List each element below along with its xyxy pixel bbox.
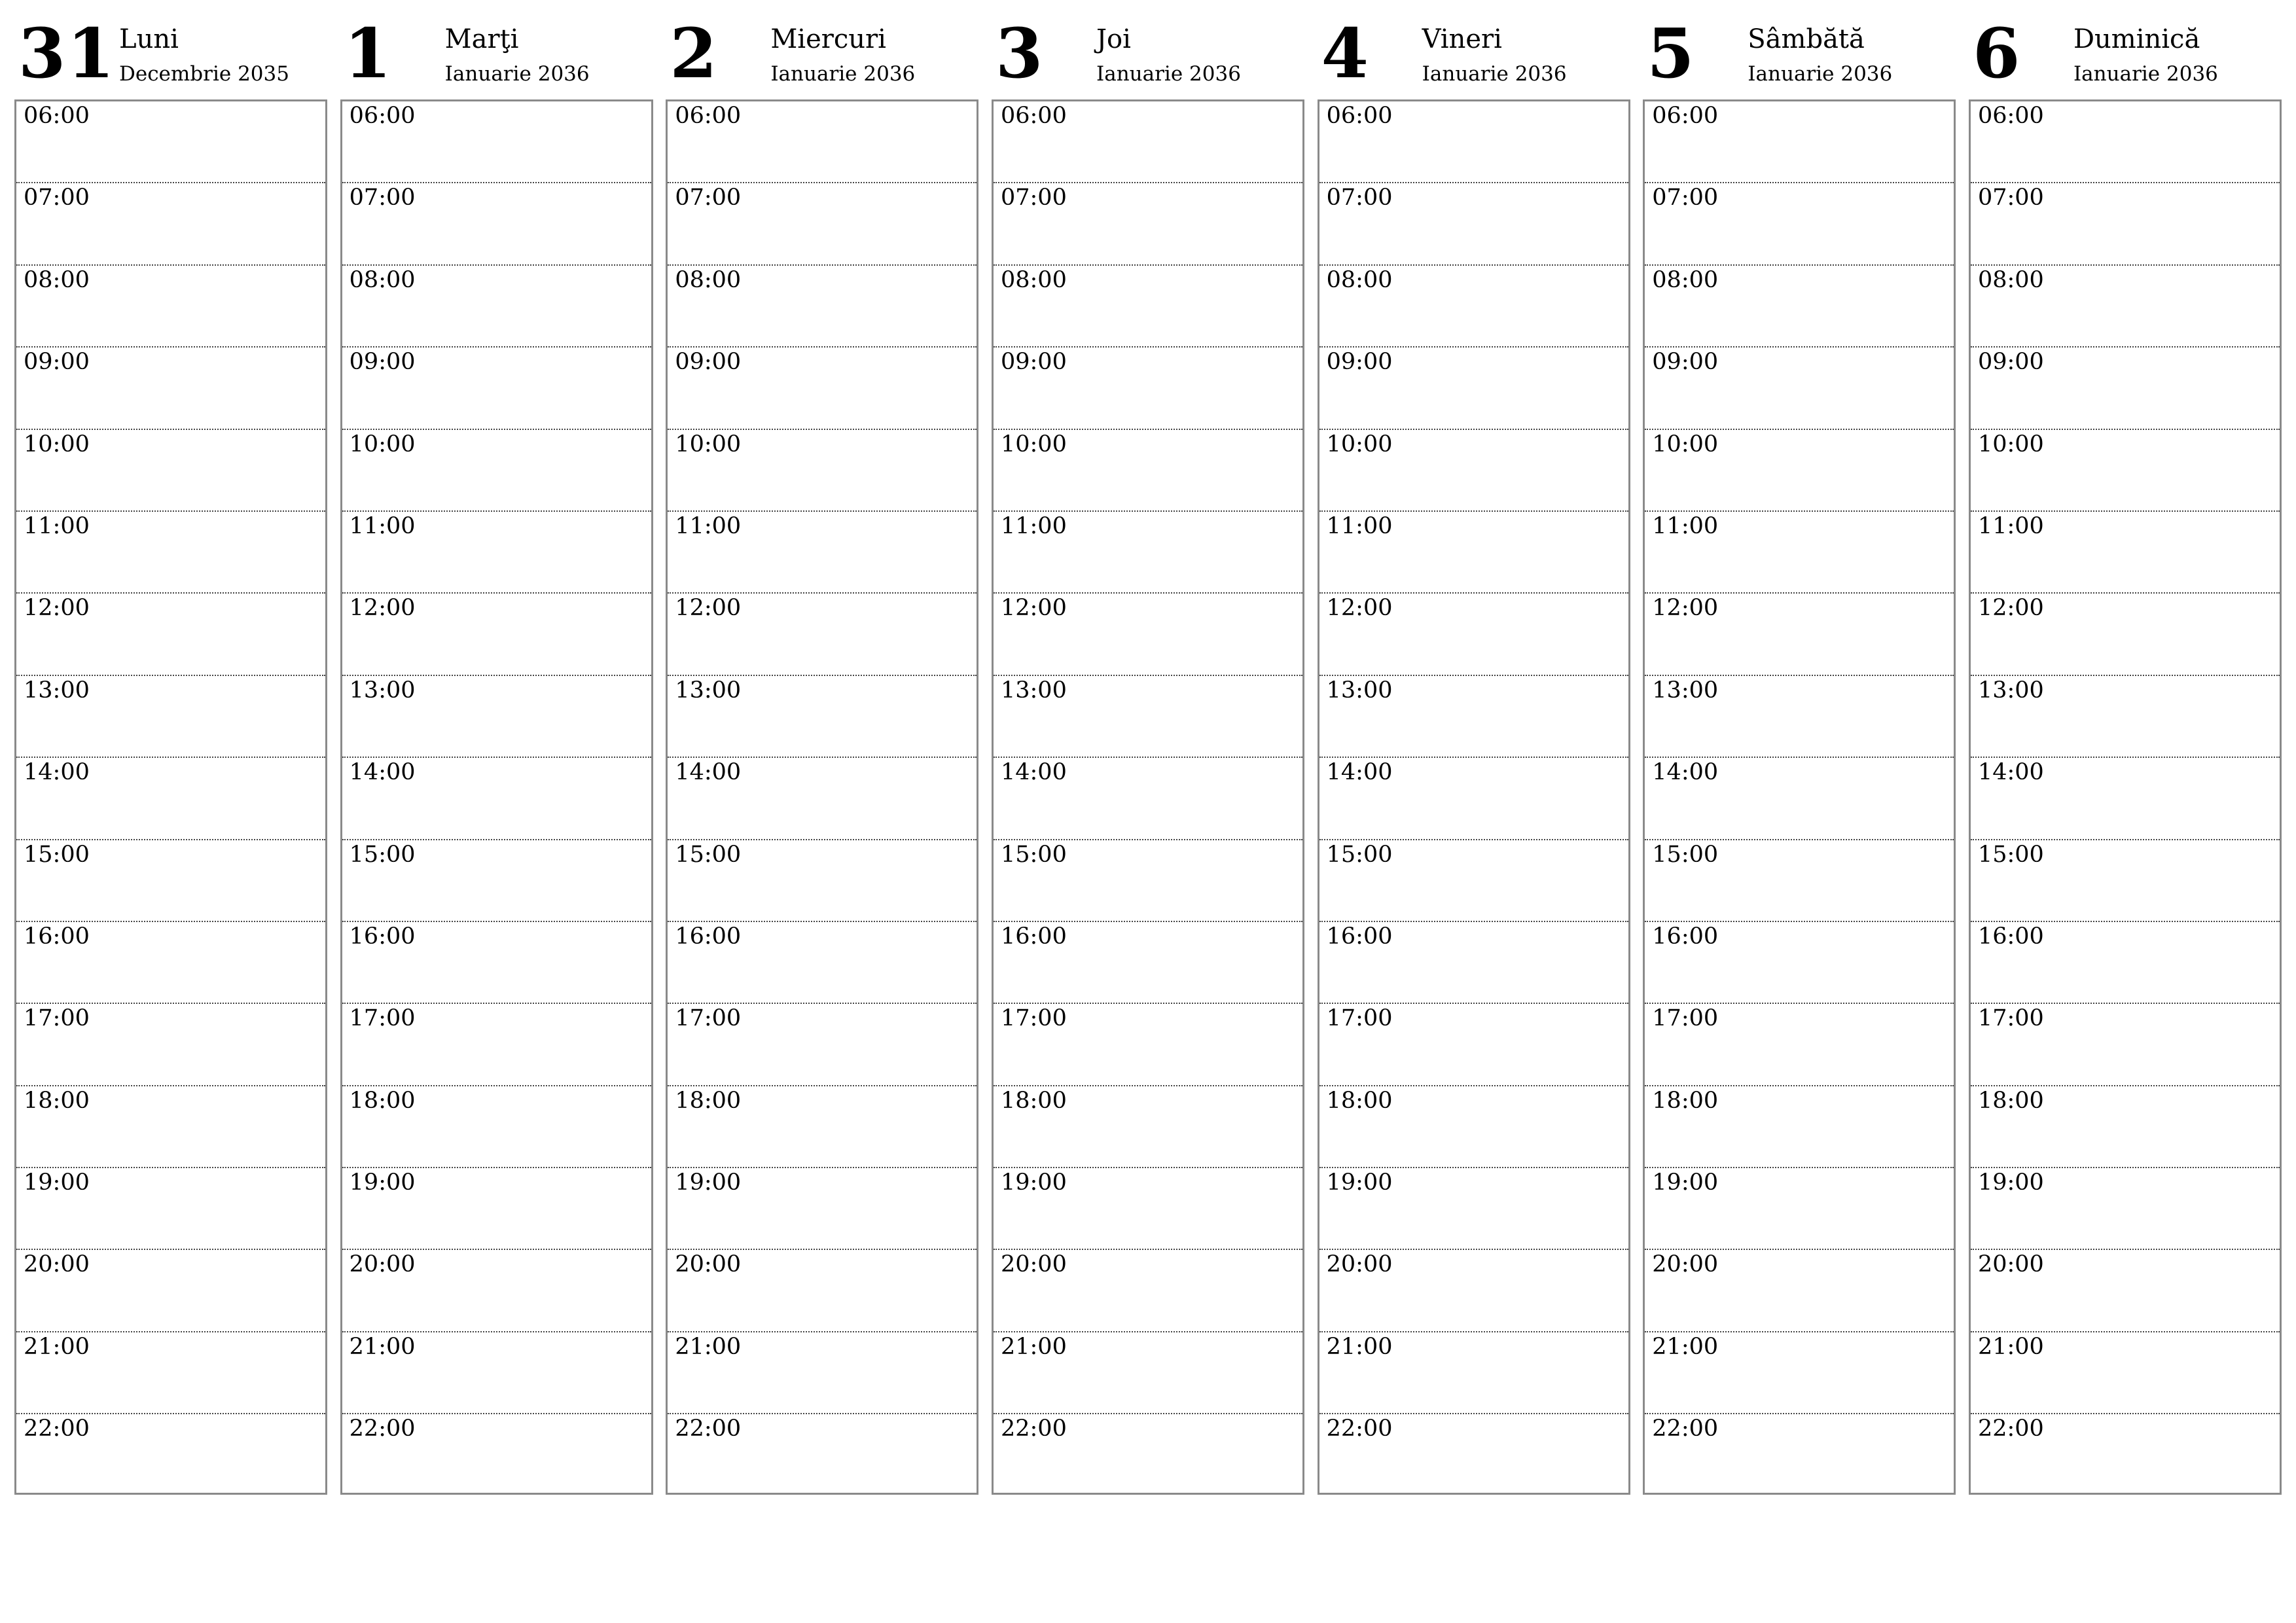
- time-slot: [1645, 922, 1954, 1004]
- time-slot: [342, 101, 651, 183]
- time-slot: [994, 266, 1302, 348]
- time-slot: [1645, 101, 1954, 183]
- time-label: 11:00: [1652, 512, 1719, 539]
- time-slot: [668, 840, 977, 922]
- time-slot: [342, 1086, 651, 1168]
- time-slot: [668, 1086, 977, 1168]
- time-slot: [1319, 1086, 1628, 1168]
- time-label: 19:00: [349, 1169, 416, 1196]
- time-label: 06:00: [349, 103, 416, 129]
- time-label: 15:00: [24, 841, 90, 868]
- time-slot: [1319, 840, 1628, 922]
- time-slot: [1319, 183, 1628, 265]
- time-slot: [668, 430, 977, 512]
- time-slot: [1971, 1332, 2280, 1414]
- time-slot: [668, 1250, 977, 1332]
- time-slot: [16, 430, 325, 512]
- time-label: 09:00: [349, 349, 416, 376]
- time-label: 11:00: [349, 512, 416, 539]
- time-slot: [16, 348, 325, 429]
- time-slot: [668, 512, 977, 594]
- time-label: 13:00: [675, 677, 742, 704]
- time-slot: [1645, 266, 1954, 348]
- day-schedule-box: [666, 99, 978, 1495]
- time-slot: [342, 922, 651, 1004]
- day-name: Miercuri: [770, 24, 886, 54]
- time-slot: [994, 101, 1302, 183]
- time-slot: [1319, 1414, 1628, 1496]
- time-slot: [1971, 676, 2280, 758]
- time-label: 06:00: [675, 103, 742, 129]
- day-column: [1643, 0, 1956, 1495]
- time-slot: [668, 1332, 977, 1414]
- time-slot: [1645, 676, 1954, 758]
- time-label: 11:00: [1326, 512, 1393, 539]
- day-schedule-box: [1969, 99, 2282, 1495]
- time-label: 14:00: [1652, 759, 1719, 786]
- time-slot: [1971, 1086, 2280, 1168]
- time-slot: [1971, 1168, 2280, 1250]
- day-column: [340, 0, 653, 1495]
- time-label: 10:00: [1652, 431, 1719, 457]
- time-label: 20:00: [349, 1251, 416, 1278]
- weekly-planner: [14, 0, 2282, 1495]
- time-label: 08:00: [349, 266, 416, 293]
- time-slot: [342, 348, 651, 429]
- time-slot: [16, 676, 325, 758]
- day-number: 31: [18, 13, 116, 94]
- time-label: 20:00: [1326, 1251, 1393, 1278]
- time-slot: [668, 758, 977, 840]
- day-header: [1318, 0, 1630, 99]
- time-label: 22:00: [349, 1416, 416, 1442]
- time-slot: [16, 1414, 325, 1496]
- time-slot: [668, 1414, 977, 1496]
- time-slot: [1319, 758, 1628, 840]
- time-slot: [1319, 1332, 1628, 1414]
- time-label: 20:00: [1977, 1251, 2044, 1278]
- time-label: 21:00: [1000, 1333, 1067, 1360]
- time-slot: [1971, 922, 2280, 1004]
- day-schedule-box: [992, 99, 1304, 1495]
- time-label: 22:00: [24, 1416, 90, 1442]
- time-label: 09:00: [1652, 349, 1719, 376]
- day-name: Luni: [119, 24, 179, 54]
- time-slot: [342, 758, 651, 840]
- day-number: 6: [1972, 13, 2022, 94]
- time-label: 19:00: [675, 1169, 742, 1196]
- time-label: 16:00: [1652, 923, 1719, 950]
- time-label: 16:00: [349, 923, 416, 950]
- time-slot: [668, 101, 977, 183]
- day-month: Ianuarie 2036: [1748, 62, 1893, 86]
- time-slot: [1645, 594, 1954, 675]
- time-label: 10:00: [1977, 431, 2044, 457]
- time-slot: [994, 1168, 1302, 1250]
- time-label: 19:00: [1977, 1169, 2044, 1196]
- time-slot: [16, 101, 325, 183]
- time-label: 12:00: [349, 595, 416, 622]
- time-slot: [994, 430, 1302, 512]
- day-schedule-box: [340, 99, 653, 1495]
- time-slot: [668, 676, 977, 758]
- time-slot: [1971, 1004, 2280, 1086]
- time-slot: [1645, 1168, 1954, 1250]
- time-slot: [668, 1004, 977, 1086]
- time-slot: [994, 183, 1302, 265]
- time-slot: [16, 183, 325, 265]
- time-label: 12:00: [1326, 595, 1393, 622]
- time-label: 13:00: [349, 677, 416, 704]
- time-slot: [1319, 101, 1628, 183]
- time-label: 15:00: [1326, 841, 1393, 868]
- time-slot: [1645, 1086, 1954, 1168]
- time-slot: [342, 1168, 651, 1250]
- time-label: 21:00: [1652, 1333, 1719, 1360]
- time-label: 21:00: [675, 1333, 742, 1360]
- time-slot: [994, 758, 1302, 840]
- time-slot: [994, 1086, 1302, 1168]
- time-slot: [994, 512, 1302, 594]
- time-slot: [1645, 512, 1954, 594]
- time-slot: [342, 840, 651, 922]
- time-slot: [1645, 1414, 1954, 1496]
- time-slot: [342, 512, 651, 594]
- time-label: 18:00: [24, 1087, 90, 1114]
- time-label: 21:00: [24, 1333, 90, 1360]
- day-header: [1643, 0, 1956, 99]
- time-label: 17:00: [24, 1005, 90, 1032]
- time-slot: [16, 512, 325, 594]
- time-label: 19:00: [1652, 1169, 1719, 1196]
- time-slot: [668, 594, 977, 675]
- time-slot: [1319, 348, 1628, 429]
- time-label: 12:00: [675, 595, 742, 622]
- time-label: 16:00: [24, 923, 90, 950]
- day-schedule-box: [1318, 99, 1630, 1495]
- time-slot: [1971, 594, 2280, 675]
- time-label: 17:00: [675, 1005, 742, 1032]
- day-number: 3: [995, 13, 1045, 94]
- time-label: 11:00: [675, 512, 742, 539]
- time-label: 06:00: [1977, 103, 2044, 129]
- time-label: 16:00: [1000, 923, 1067, 950]
- time-slot: [994, 348, 1302, 429]
- time-label: 18:00: [1326, 1087, 1393, 1114]
- time-label: 11:00: [24, 512, 90, 539]
- time-label: 07:00: [1652, 185, 1719, 211]
- time-slot: [342, 676, 651, 758]
- time-label: 18:00: [349, 1087, 416, 1114]
- time-label: 12:00: [1652, 595, 1719, 622]
- time-label: 09:00: [1977, 349, 2044, 376]
- time-slot: [342, 1332, 651, 1414]
- day-name: Duminică: [2073, 24, 2200, 54]
- time-label: 10:00: [1326, 431, 1393, 457]
- time-label: 14:00: [675, 759, 742, 786]
- time-slot: [1645, 430, 1954, 512]
- time-slot: [1971, 1414, 2280, 1496]
- day-number: 1: [344, 13, 393, 94]
- time-slot: [1645, 1004, 1954, 1086]
- time-slot: [1971, 758, 2280, 840]
- time-label: 18:00: [1000, 1087, 1067, 1114]
- day-schedule-box: [1643, 99, 1956, 1495]
- day-header: [1969, 0, 2282, 99]
- day-month: Ianuarie 2036: [444, 62, 590, 86]
- time-slot: [994, 1414, 1302, 1496]
- time-label: 14:00: [1000, 759, 1067, 786]
- time-slot: [16, 1332, 325, 1414]
- time-label: 15:00: [1000, 841, 1067, 868]
- time-slot: [16, 594, 325, 675]
- time-label: 22:00: [1000, 1416, 1067, 1442]
- time-slot: [994, 840, 1302, 922]
- time-label: 12:00: [1977, 595, 2044, 622]
- time-slot: [1971, 266, 2280, 348]
- time-label: 12:00: [1000, 595, 1067, 622]
- time-slot: [342, 1004, 651, 1086]
- time-label: 16:00: [1326, 923, 1393, 950]
- time-label: 09:00: [1326, 349, 1393, 376]
- time-label: 14:00: [24, 759, 90, 786]
- day-header: [340, 0, 653, 99]
- time-slot: [994, 922, 1302, 1004]
- time-label: 06:00: [1652, 103, 1719, 129]
- time-label: 08:00: [1977, 266, 2044, 293]
- day-number: 5: [1647, 13, 1696, 94]
- time-label: 20:00: [675, 1251, 742, 1278]
- time-slot: [16, 1004, 325, 1086]
- time-label: 10:00: [24, 431, 90, 457]
- time-label: 15:00: [349, 841, 416, 868]
- time-slot: [342, 266, 651, 348]
- day-number: 2: [670, 13, 719, 94]
- time-label: 19:00: [1326, 1169, 1393, 1196]
- time-slot: [668, 922, 977, 1004]
- time-label: 22:00: [1977, 1416, 2044, 1442]
- day-name: Sâmbătă: [1748, 24, 1865, 54]
- time-label: 11:00: [1977, 512, 2044, 539]
- day-month: Ianuarie 2036: [2073, 62, 2218, 86]
- time-label: 17:00: [1326, 1005, 1393, 1032]
- day-column: [1318, 0, 1630, 1495]
- time-slot: [1319, 266, 1628, 348]
- time-label: 13:00: [24, 677, 90, 704]
- time-slot: [342, 1414, 651, 1496]
- time-slot: [668, 266, 977, 348]
- time-slot: [994, 1004, 1302, 1086]
- day-header: [666, 0, 978, 99]
- time-label: 10:00: [1000, 431, 1067, 457]
- time-label: 13:00: [1000, 677, 1067, 704]
- time-slot: [1645, 183, 1954, 265]
- day-column: [1969, 0, 2282, 1495]
- time-slot: [342, 430, 651, 512]
- time-slot: [16, 840, 325, 922]
- time-label: 21:00: [1326, 1333, 1393, 1360]
- time-slot: [1971, 348, 2280, 429]
- time-slot: [1971, 183, 2280, 265]
- time-label: 15:00: [1652, 841, 1719, 868]
- time-label: 09:00: [1000, 349, 1067, 376]
- day-column: [992, 0, 1304, 1495]
- time-label: 20:00: [24, 1251, 90, 1278]
- time-slot: [994, 1332, 1302, 1414]
- time-label: 15:00: [675, 841, 742, 868]
- time-label: 20:00: [1000, 1251, 1067, 1278]
- time-label: 17:00: [1977, 1005, 2044, 1032]
- day-name: Joi: [1096, 24, 1131, 54]
- time-slot: [1319, 1168, 1628, 1250]
- time-slot: [16, 758, 325, 840]
- time-label: 14:00: [1326, 759, 1393, 786]
- time-label: 11:00: [1000, 512, 1067, 539]
- time-slot: [668, 348, 977, 429]
- time-label: 19:00: [1000, 1169, 1067, 1196]
- time-slot: [1319, 1004, 1628, 1086]
- time-label: 16:00: [1977, 923, 2044, 950]
- day-header: [14, 0, 327, 99]
- time-slot: [16, 922, 325, 1004]
- time-slot: [1645, 840, 1954, 922]
- time-label: 08:00: [675, 266, 742, 293]
- time-label: 13:00: [1652, 677, 1719, 704]
- time-label: 13:00: [1326, 677, 1393, 704]
- day-month: Ianuarie 2036: [1096, 62, 1241, 86]
- time-slot: [1319, 594, 1628, 675]
- time-label: 19:00: [24, 1169, 90, 1196]
- time-slot: [1645, 1332, 1954, 1414]
- time-label: 06:00: [1326, 103, 1393, 129]
- time-slot: [994, 1250, 1302, 1332]
- time-label: 09:00: [675, 349, 742, 376]
- time-label: 14:00: [1977, 759, 2044, 786]
- time-slot: [16, 1168, 325, 1250]
- day-month: Ianuarie 2036: [1422, 62, 1567, 86]
- time-slot: [16, 266, 325, 348]
- time-slot: [1319, 430, 1628, 512]
- day-header: [992, 0, 1304, 99]
- time-slot: [1971, 1250, 2280, 1332]
- day-month: Ianuarie 2036: [770, 62, 916, 86]
- time-label: 10:00: [349, 431, 416, 457]
- time-slot: [1645, 348, 1954, 429]
- time-slot: [342, 1250, 651, 1332]
- time-label: 06:00: [1000, 103, 1067, 129]
- time-slot: [1645, 1250, 1954, 1332]
- time-slot: [16, 1086, 325, 1168]
- time-label: 22:00: [1652, 1416, 1719, 1442]
- time-label: 13:00: [1977, 677, 2044, 704]
- time-label: 17:00: [1000, 1005, 1067, 1032]
- time-label: 09:00: [24, 349, 90, 376]
- time-label: 07:00: [1977, 185, 2044, 211]
- time-slot: [668, 183, 977, 265]
- time-slot: [1319, 1250, 1628, 1332]
- time-slot: [668, 1168, 977, 1250]
- time-label: 22:00: [675, 1416, 742, 1442]
- time-slot: [342, 594, 651, 675]
- time-slot: [1971, 512, 2280, 594]
- time-label: 15:00: [1977, 841, 2044, 868]
- time-slot: [1971, 430, 2280, 512]
- time-slot: [1319, 676, 1628, 758]
- time-label: 07:00: [1326, 185, 1393, 211]
- time-label: 17:00: [1652, 1005, 1719, 1032]
- day-name: Vineri: [1422, 24, 1502, 54]
- time-slot: [1971, 840, 2280, 922]
- time-label: 20:00: [1652, 1251, 1719, 1278]
- time-label: 16:00: [675, 923, 742, 950]
- day-number: 4: [1321, 13, 1370, 94]
- day-column: [666, 0, 978, 1495]
- time-label: 21:00: [349, 1333, 416, 1360]
- time-label: 18:00: [1977, 1087, 2044, 1114]
- time-label: 07:00: [675, 185, 742, 211]
- time-slot: [994, 676, 1302, 758]
- time-label: 07:00: [349, 185, 416, 211]
- time-label: 07:00: [24, 185, 90, 211]
- time-label: 18:00: [1652, 1087, 1719, 1114]
- time-label: 07:00: [1000, 185, 1067, 211]
- time-slot: [1319, 922, 1628, 1004]
- time-slot: [1319, 512, 1628, 594]
- time-label: 08:00: [1652, 266, 1719, 293]
- time-label: 18:00: [675, 1087, 742, 1114]
- day-column: [14, 0, 327, 1495]
- time-label: 08:00: [1000, 266, 1067, 293]
- day-schedule-box: [14, 99, 327, 1495]
- time-label: 08:00: [1326, 266, 1393, 293]
- time-slot: [16, 1250, 325, 1332]
- time-label: 21:00: [1977, 1333, 2044, 1360]
- time-label: 06:00: [24, 103, 90, 129]
- time-label: 22:00: [1326, 1416, 1393, 1442]
- time-label: 10:00: [675, 431, 742, 457]
- day-name: Marţi: [444, 24, 519, 54]
- time-slot: [342, 183, 651, 265]
- time-slot: [1971, 101, 2280, 183]
- day-month: Decembrie 2035: [119, 62, 289, 86]
- time-label: 14:00: [349, 759, 416, 786]
- time-slot: [1645, 758, 1954, 840]
- time-label: 17:00: [349, 1005, 416, 1032]
- time-label: 12:00: [24, 595, 90, 622]
- time-slot: [994, 594, 1302, 675]
- time-label: 08:00: [24, 266, 90, 293]
